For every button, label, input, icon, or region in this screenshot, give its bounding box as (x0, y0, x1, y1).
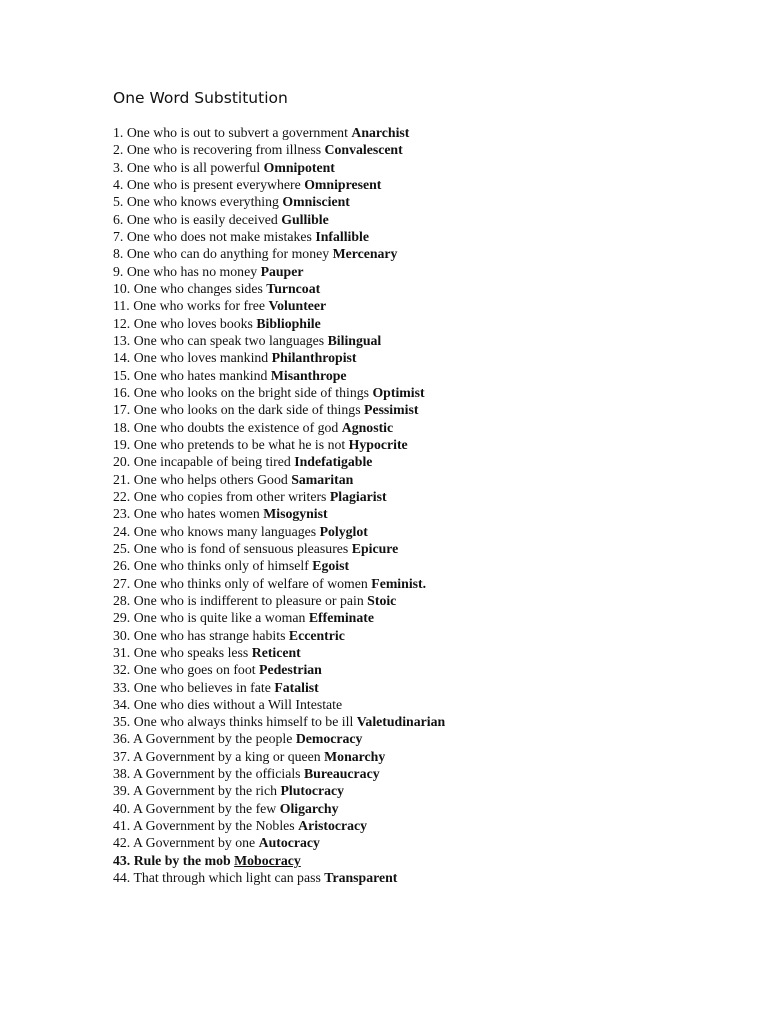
item-number: 10. (113, 280, 131, 296)
item-word: Misogynist (263, 506, 328, 522)
item-number: 39. (113, 783, 131, 799)
item-definition: One who does not make mistakes (126, 228, 312, 244)
item-definition: A Government by one (132, 835, 256, 851)
item-word: Indefatigable (294, 454, 373, 470)
list-item (113, 280, 445, 297)
item-number: 23. (113, 506, 131, 522)
item-number: 1. (113, 125, 124, 140)
item-definition: One who can speak two languages (133, 332, 325, 348)
list-item (113, 193, 445, 210)
list-item (113, 297, 445, 314)
item-definition: One who always thinks himself to be ill (133, 714, 354, 730)
item-word: Philanthropist (271, 350, 357, 366)
item-definition: One incapable of being tired (133, 454, 291, 470)
item-number: 44. (113, 870, 131, 886)
item-definition: One who dies without a Will Intestate (133, 696, 343, 712)
item-word: Omnipresent (304, 176, 382, 192)
list-item (113, 141, 445, 158)
item-number: 2. (113, 142, 124, 158)
item-number: 43. (113, 852, 131, 868)
item-definition: One who has no money (126, 263, 258, 279)
item-word: Autocracy (258, 835, 320, 851)
item-word: Aristocracy (298, 818, 368, 834)
item-definition: A Government by the people (132, 731, 293, 747)
item-definition: A Government by the Nobles (132, 818, 295, 834)
item-word: Pauper (260, 263, 304, 279)
item-number: 20. (113, 454, 131, 470)
list-item (113, 228, 445, 245)
item-word: Democracy (295, 731, 363, 747)
item-number: 35. (113, 714, 131, 730)
item-number: 28. (113, 592, 131, 608)
item-word: Epicure (351, 540, 399, 556)
item-definition: A Government by the few (132, 800, 277, 816)
item-number: 13. (113, 332, 131, 348)
list-item (113, 471, 445, 488)
item-definition: One who knows many languages (133, 523, 317, 539)
item-word: Oligarchy (279, 800, 339, 816)
item-definition: One who believes in fate (133, 679, 271, 695)
item-number: 6. (113, 211, 124, 227)
item-number: 37. (113, 748, 131, 764)
item-definition: One who works for free (133, 298, 265, 314)
list-item (113, 401, 445, 418)
item-number: 25. (113, 540, 131, 556)
list-item (113, 627, 445, 644)
document-title: One Word Substitution (113, 89, 288, 107)
item-number: 18. (113, 419, 131, 435)
item-number: 24. (113, 523, 131, 539)
item-word: Effeminate (308, 610, 374, 626)
item-number: 40. (113, 800, 131, 816)
item-word: Monarchy (324, 748, 386, 764)
item-word: Mobocracy (234, 852, 301, 868)
item-number: 9. (113, 263, 124, 279)
item-definition: That through which light can pass (133, 870, 321, 886)
item-word: Omnipotent (263, 159, 335, 175)
list-item (113, 349, 445, 366)
item-word: Fatalist (274, 679, 319, 695)
list-item (113, 817, 445, 834)
item-number: 12. (113, 315, 131, 331)
item-definition: One who thinks only of welfare of women (133, 575, 368, 591)
item-definition: One who has strange habits (133, 627, 286, 643)
item-number: 33. (113, 679, 131, 695)
item-number: 19. (113, 436, 131, 452)
item-number: 15. (113, 367, 131, 383)
list-item (113, 245, 445, 262)
item-definition: One who is quite like a woman (133, 610, 306, 626)
list-item (113, 730, 445, 747)
item-number: 38. (113, 766, 131, 782)
item-definition: One who is out to subvert a government (126, 125, 348, 140)
item-number: 22. (113, 488, 131, 504)
item-number: 26. (113, 558, 131, 574)
list-item (113, 332, 445, 349)
list-item (113, 263, 445, 280)
item-word: Egoist (312, 558, 350, 574)
list-item (113, 782, 445, 799)
item-definition: One who goes on foot (133, 662, 256, 678)
item-definition: Rule by the mob (133, 852, 231, 868)
list-item (113, 557, 445, 574)
item-number: 8. (113, 246, 124, 262)
item-number: 31. (113, 644, 131, 660)
list-item (113, 575, 445, 592)
list-item (113, 869, 445, 886)
item-definition: One who is fond of sensuous pleasures (133, 540, 349, 556)
item-word: Infallible (315, 228, 370, 244)
list-item (113, 367, 445, 384)
item-word: Bilingual (327, 332, 382, 348)
list-item (113, 592, 445, 609)
item-number: 4. (113, 176, 124, 192)
item-definition: A Government by a king or queen (132, 748, 321, 764)
list-item (113, 800, 445, 817)
item-definition: One who is recovering from illness (126, 142, 322, 158)
item-word: Turncoat (266, 280, 321, 296)
item-definition: One who changes sides (133, 280, 263, 296)
item-definition: One who loves books (133, 315, 253, 331)
item-word: Misanthrope (270, 367, 347, 383)
item-word: Gullible (281, 211, 329, 227)
item-number: 32. (113, 662, 131, 678)
list-item (113, 211, 445, 228)
list-item (113, 419, 445, 436)
item-word: Transparent (324, 870, 398, 886)
list-item (113, 679, 445, 696)
item-definition: One who looks on the dark side of things (133, 402, 361, 418)
item-definition: One who thinks only of himself (133, 558, 309, 574)
item-number: 7. (113, 228, 124, 244)
item-number: 29. (113, 610, 131, 626)
item-definition: One who is all powerful (126, 159, 261, 175)
item-definition: One who copies from other writers (133, 488, 327, 504)
item-number: 42. (113, 835, 131, 851)
list-item (113, 176, 445, 193)
item-definition: One who is present everywhere (126, 176, 301, 192)
item-word: Plutocracy (280, 783, 345, 799)
item-number: 5. (113, 194, 124, 210)
item-number: 27. (113, 575, 131, 591)
item-definition: One who knows everything (126, 194, 279, 210)
list-item (113, 124, 445, 141)
item-word: Mercenary (332, 246, 398, 262)
list-item (113, 505, 445, 522)
item-number: 36. (113, 731, 131, 747)
item-definition: One who is easily deceived (126, 211, 278, 227)
item-definition: One who looks on the bright side of things (133, 384, 369, 400)
item-word: Eccentric (288, 627, 345, 643)
list-item (113, 315, 445, 332)
item-word: Agnostic (341, 419, 394, 435)
item-number: 3. (113, 159, 124, 175)
item-definition: One who loves mankind (133, 350, 269, 366)
item-word: Bibliophile (256, 315, 321, 331)
list-item (113, 453, 445, 470)
item-definition: One who speaks less (133, 644, 249, 660)
item-word: Polyglot (319, 523, 368, 539)
item-definition: One who doubts the existence of god (133, 419, 339, 435)
item-word: Samaritan (291, 471, 354, 487)
item-number: 11. (113, 298, 130, 314)
item-number: 21. (113, 471, 131, 487)
item-word: Volunteer (268, 298, 327, 314)
list-item (113, 159, 445, 176)
list-item (113, 644, 445, 661)
item-word: Feminist. (371, 575, 427, 591)
item-word: Pessimist (364, 402, 419, 418)
list-item (113, 713, 445, 730)
item-number: 17. (113, 402, 131, 418)
substitution-list (113, 124, 445, 886)
item-word: Hypocrite (348, 436, 408, 452)
list-item (113, 609, 445, 626)
item-definition: One who can do anything for money (126, 246, 330, 262)
item-number: 34. (113, 696, 131, 712)
item-definition: One who pretends to be what he is not (133, 436, 346, 452)
item-definition: One who is indifferent to pleasure or pain (133, 592, 364, 608)
item-number: 14. (113, 350, 131, 366)
item-number: 41. (113, 818, 131, 834)
item-word: Valetudinarian (356, 714, 446, 730)
list-item (113, 436, 445, 453)
list-item (113, 523, 445, 540)
list-item (113, 661, 445, 678)
list-item (113, 834, 445, 851)
item-definition: A Government by the officials (132, 766, 301, 782)
item-word: Optimist (372, 384, 425, 400)
item-definition: A Government by the rich (132, 783, 278, 799)
item-number: 16. (113, 384, 131, 400)
item-number: 30. (113, 627, 131, 643)
item-word: Bureaucracy (303, 766, 380, 782)
list-item (113, 384, 445, 401)
item-word: Anarchist (351, 125, 410, 140)
list-item (113, 696, 445, 713)
list-item (113, 540, 445, 557)
item-word: Reticent (251, 644, 301, 660)
item-word: Stoic (367, 592, 397, 608)
item-word: Omniscient (282, 194, 350, 210)
item-word: Pedestrian (259, 662, 322, 678)
item-definition: One who helps others Good (133, 471, 288, 487)
item-word: Plagiarist (329, 488, 387, 504)
list-item (113, 748, 445, 765)
item-definition: One who hates mankind (133, 367, 268, 383)
list-item (113, 852, 445, 869)
list-item (113, 765, 445, 782)
list-item (113, 488, 445, 505)
item-definition: One who hates women (133, 506, 260, 522)
item-word: Convalescent (324, 142, 403, 158)
